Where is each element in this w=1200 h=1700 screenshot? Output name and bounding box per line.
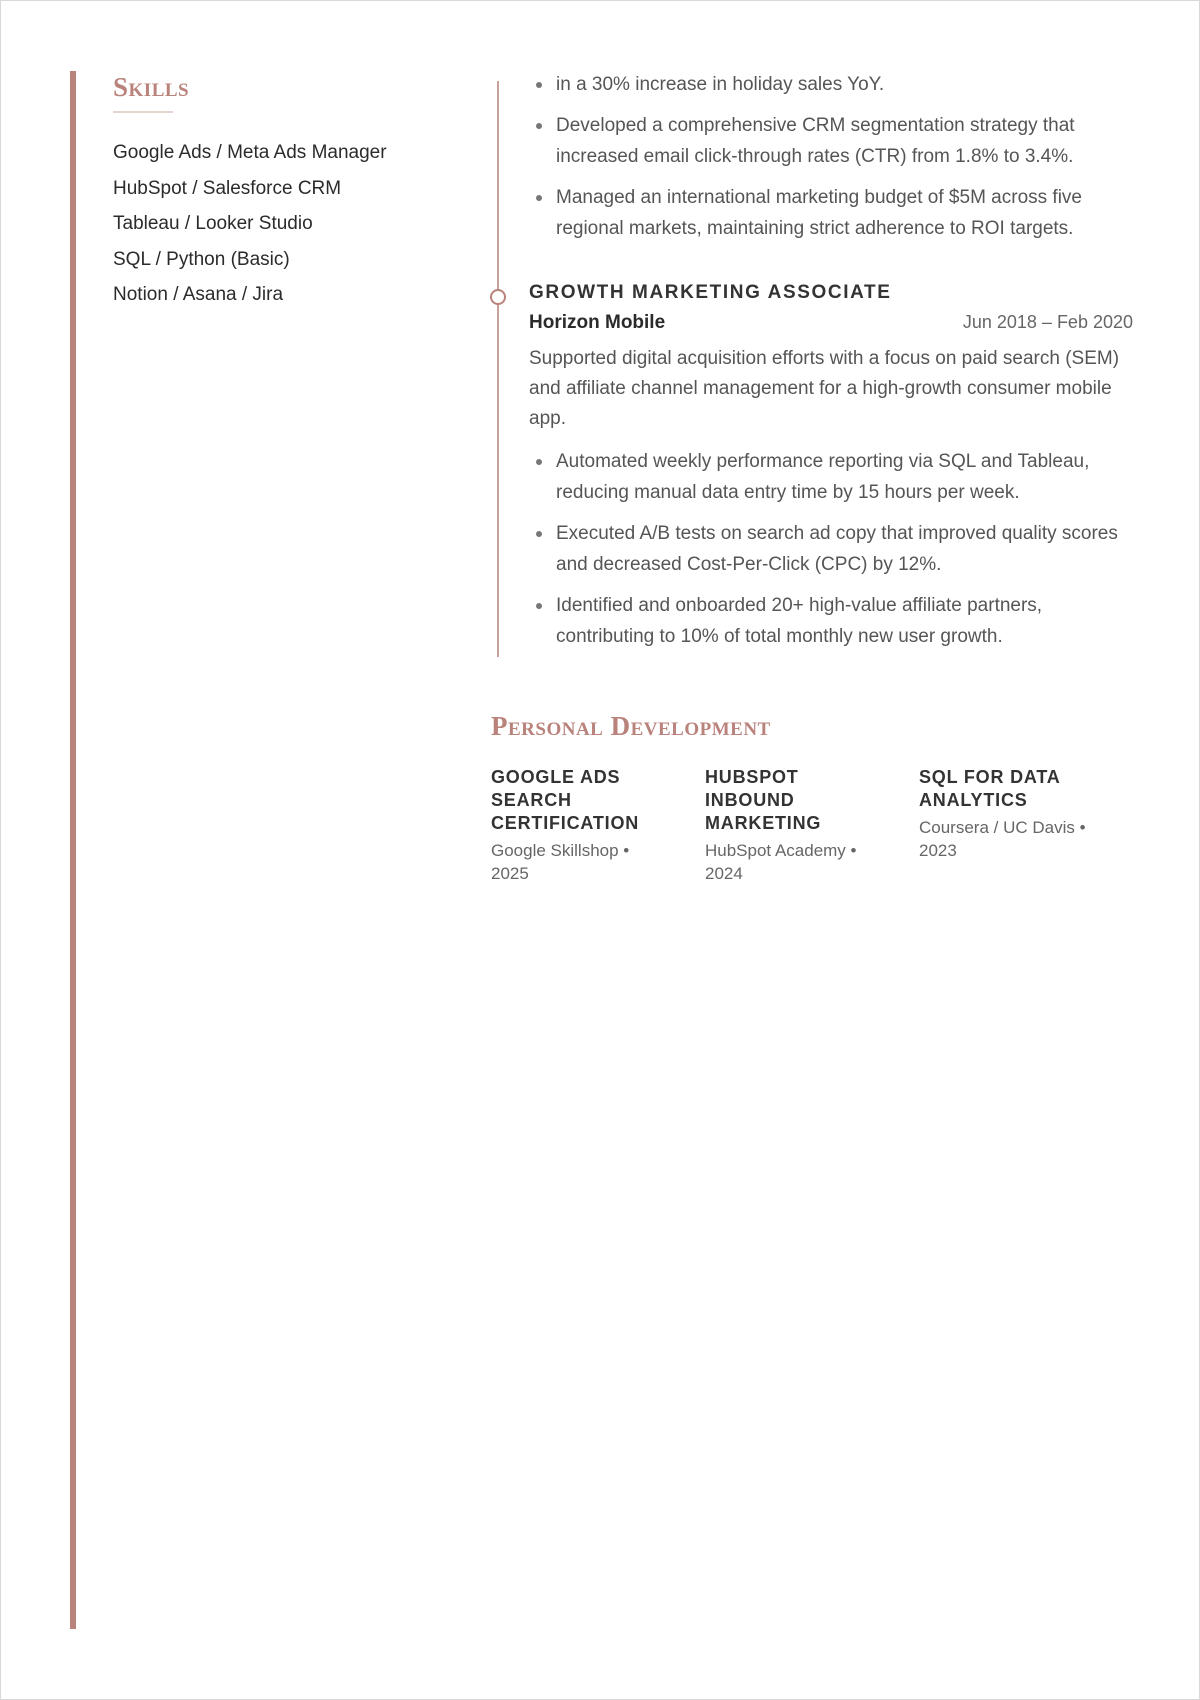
job-bullets xyxy=(529,446,1133,652)
skills-heading: Skills xyxy=(113,72,190,102)
experience-timeline xyxy=(491,69,1133,652)
cert-title: HUBSPOT INBOUND MARKETING xyxy=(705,767,822,833)
previous-job-bullets xyxy=(529,69,1133,244)
bullet-item: in a 30% increase in holiday sales YoY. xyxy=(556,69,1133,100)
cert-item xyxy=(919,766,1133,885)
main-column xyxy=(491,69,1133,885)
bullet-item: Managed an international marketing budget of $5M across five regional markets, maintaining strict adherence to ROI targets. xyxy=(556,182,1133,244)
cert-item xyxy=(491,766,705,885)
bullet-item: Automated weekly performance reporting via SQL and Tableau, reducing manual data entry time by 15 hours per week. xyxy=(556,446,1133,508)
cert-meta: HubSpot Academy • 2024 xyxy=(705,841,857,883)
job-description: Supported digital acquisition efforts with a focus on paid search (SEM) and affiliate channel management for a high-growth consumer mobile app. xyxy=(529,348,1120,429)
cert-meta: Google Skillshop • 2025 xyxy=(491,841,630,883)
company-name: Horizon Mobile xyxy=(529,312,666,333)
cert-title: SQL FOR DATA ANALYTICS xyxy=(919,767,1060,810)
skill-item: Google Ads / Meta Ads Manager xyxy=(113,142,387,163)
cert-meta: Coursera / UC Davis • 2023 xyxy=(919,818,1086,860)
personal-development-heading: Personal Development xyxy=(491,711,771,741)
cert-title: GOOGLE ADS SEARCH CERTIFICATION xyxy=(491,767,640,833)
cert-item xyxy=(705,766,919,885)
job-title-text: GROWTH MARKETING ASSOCIATE xyxy=(529,282,892,303)
skill-item: HubSpot / Salesforce CRM xyxy=(113,177,342,199)
bullet-item: Developed a comprehensive CRM segmentation strategy that increased email click-through rates (CTR) from 1.8% to 3.4%. xyxy=(556,110,1133,172)
timeline-line xyxy=(497,81,499,657)
bullet-item: Identified and onboarded 20+ high-value affiliate partners, contributing to 10% of total monthly new user growth. xyxy=(556,590,1133,652)
skills-section xyxy=(113,69,453,313)
bullet-item: Executed A/B tests on search ad copy that improved quality scores and decreased Cost-Per-Click (CPC) by 12%. xyxy=(556,518,1133,580)
skills-list xyxy=(113,135,453,313)
accent-bar xyxy=(70,71,76,1629)
skills-divider xyxy=(113,111,173,113)
certifications-grid xyxy=(491,766,1133,885)
skill-item: Notion / Asana / Jira xyxy=(113,284,284,305)
skill-item: Tableau / Looker Studio xyxy=(113,213,313,234)
job-title xyxy=(529,280,1133,306)
job-meta xyxy=(529,312,1133,334)
job-dates: Jun 2018 – Feb 2020 xyxy=(962,312,1133,332)
timeline-dot-icon xyxy=(490,289,506,305)
skill-item: SQL / Python (Basic) xyxy=(113,248,290,270)
